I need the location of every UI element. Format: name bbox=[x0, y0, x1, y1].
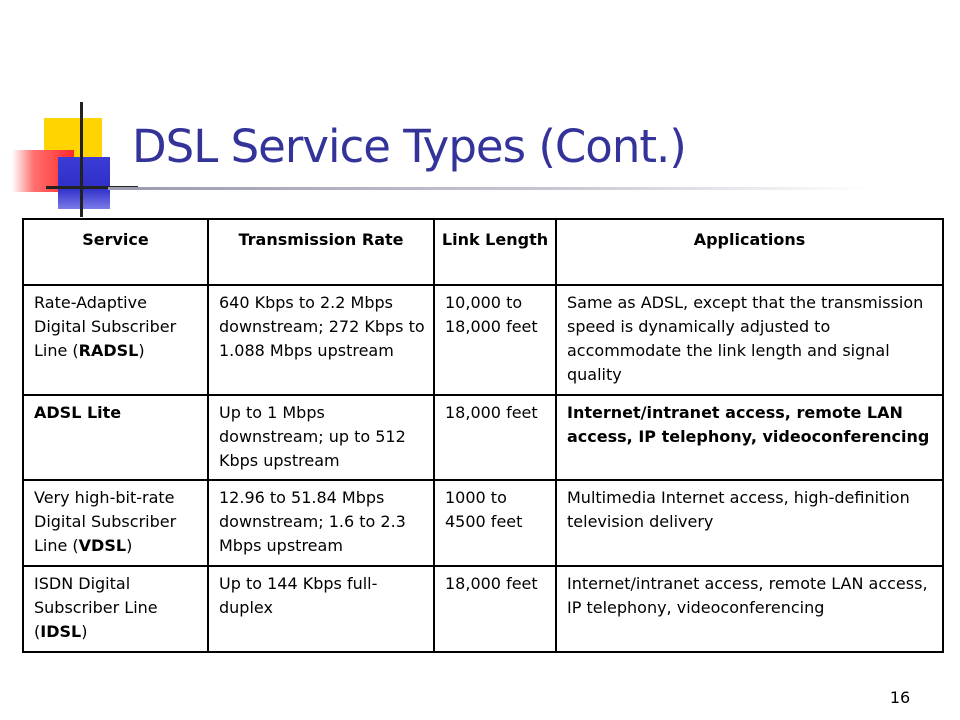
service-abbreviation: RADSL bbox=[78, 341, 139, 360]
link-length-cell: 18,000 feet bbox=[434, 566, 556, 652]
transmission-rate-cell: 12.96 to 51.84 Mbps downstream; 1.6 to 2.3 Mbps upstream bbox=[208, 480, 434, 566]
transmission-rate-cell: Up to 1 Mbps downstream; up to 512 Kbps upstream bbox=[208, 395, 434, 480]
applications-cell: Multimedia Internet access, high-definition television delivery bbox=[556, 480, 943, 566]
service-name: ISDN Digital Subscriber Line ( bbox=[34, 574, 158, 641]
link-length-cell: 10,000 to 18,000 feet bbox=[434, 285, 556, 395]
logo-blue-square bbox=[58, 157, 110, 209]
applications-cell: Same as ADSL, except that the transmission speed is dynamically adjusted to accommodate the link length and signal quality bbox=[556, 285, 943, 395]
logo-vertical-line bbox=[80, 102, 83, 217]
service-name-suffix: ) bbox=[126, 536, 133, 555]
header-applications: Applications bbox=[556, 219, 943, 285]
service-abbreviation: VDSL bbox=[78, 536, 127, 555]
table-row-adsl-lite bbox=[23, 395, 943, 480]
table-row-idsl bbox=[23, 566, 943, 652]
service-cell bbox=[23, 566, 208, 652]
service-abbreviation: IDSL bbox=[40, 622, 82, 641]
service-name: Rate-Adaptive Digital Subscriber Line ( bbox=[34, 293, 177, 360]
title-underline bbox=[108, 187, 868, 190]
table-header-row bbox=[23, 219, 943, 285]
table-row-vdsl bbox=[23, 480, 943, 566]
slide-title: DSL Service Types (Cont.) bbox=[132, 120, 686, 173]
service-cell bbox=[23, 285, 208, 395]
transmission-rate-cell: 640 Kbps to 2.2 Mbps downstream; 272 Kbps to 1.088 Mbps upstream bbox=[208, 285, 434, 395]
service-cell bbox=[23, 480, 208, 566]
applications-cell: Internet/intranet access, remote LAN access, IP telephony, videoconferencing bbox=[556, 566, 943, 652]
header-transmission-rate: Transmission Rate bbox=[208, 219, 434, 285]
header-service: Service bbox=[23, 219, 208, 285]
service-name-suffix: ) bbox=[81, 622, 88, 641]
dsl-service-types-table bbox=[22, 218, 944, 653]
page-number: 16 bbox=[889, 688, 911, 707]
table-row-radsl bbox=[23, 285, 943, 395]
service-name: Very high-bit-rate Digital Subscriber Line ( bbox=[34, 488, 177, 555]
service-name-suffix: ) bbox=[138, 341, 145, 360]
link-length-cell: 1000 to 4500 feet bbox=[434, 480, 556, 566]
slide-logo-graphic bbox=[0, 0, 140, 230]
applications-cell: Internet/intranet access, remote LAN access, IP telephony, videoconferencing bbox=[556, 395, 943, 480]
transmission-rate-cell: Up to 144 Kbps full-duplex bbox=[208, 566, 434, 652]
service-cell: ADSL Lite bbox=[23, 395, 208, 480]
link-length-cell: 18,000 feet bbox=[434, 395, 556, 480]
header-link-length: Link Length bbox=[434, 219, 556, 285]
